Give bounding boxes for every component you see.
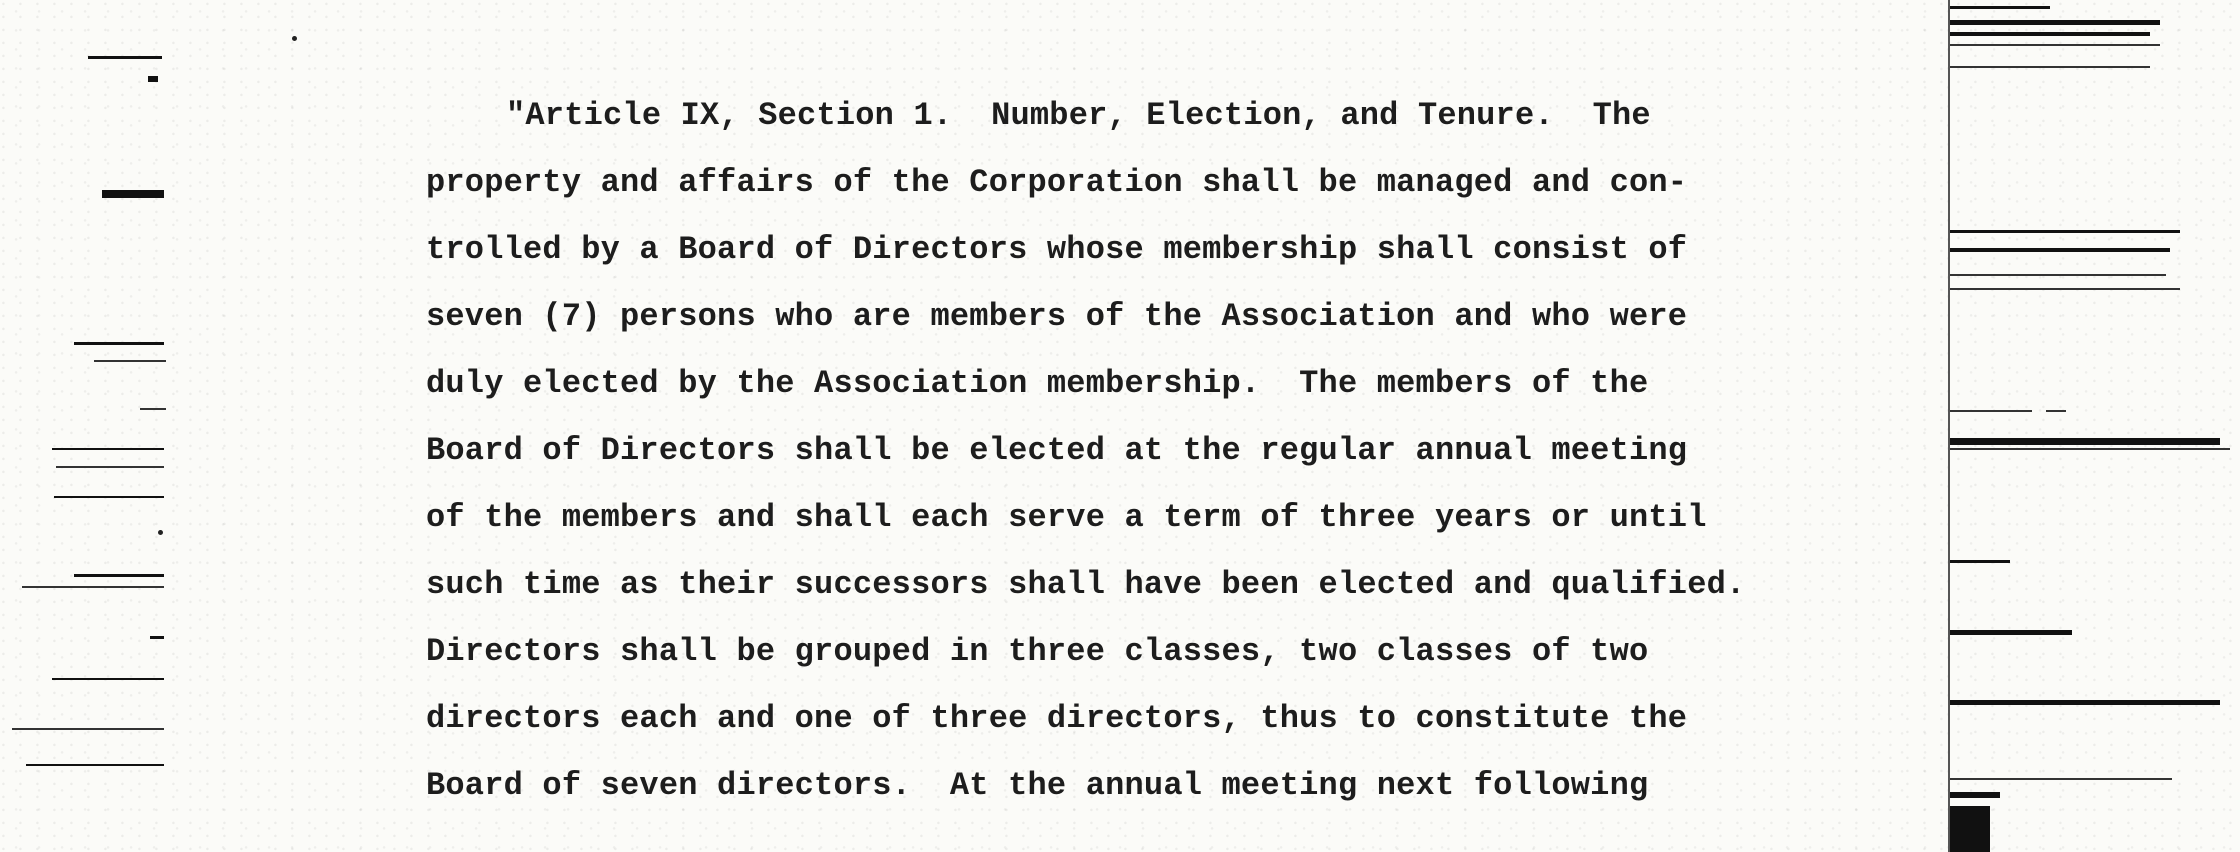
scan-mark [1950, 806, 1990, 852]
scan-mark [1950, 6, 2050, 9]
scan-mark [22, 586, 164, 588]
scan-mark [1950, 44, 2160, 46]
scan-mark [88, 56, 162, 59]
scan-mark [12, 728, 164, 730]
scan-mark [52, 678, 164, 680]
scan-mark [1950, 700, 2220, 705]
scan-mark [1950, 438, 2220, 445]
scan-mark [140, 408, 166, 410]
scan-mark [1950, 248, 2170, 252]
left-margin-scan-artifacts [0, 0, 180, 852]
right-margin-scan-artifacts [1940, 0, 2240, 852]
text-line: Board of Directors shall be elected at the regular annual meeting [426, 432, 1688, 469]
text-line: duly elected by the Association membership. The members of the [426, 365, 1649, 402]
scan-mark [94, 360, 166, 362]
scan-mark [150, 636, 164, 639]
scan-mark [1950, 778, 2172, 780]
scan-mark [1950, 792, 2000, 798]
scan-mark [54, 496, 164, 498]
scan-mark [74, 574, 164, 577]
scan-mark [148, 76, 158, 82]
text-line: directors each and one of three directors, thus to constitute the [426, 700, 1688, 737]
scan-mark [2046, 410, 2066, 412]
scan-mark [1950, 448, 2230, 450]
scan-mark [1950, 274, 2166, 276]
scan-mark [1950, 230, 2180, 233]
text-line: property and affairs of the Corporation shall be managed and con- [426, 164, 1688, 201]
scan-mark [1950, 32, 2150, 36]
scan-mark [1950, 560, 2010, 563]
scan-mark [74, 342, 164, 345]
text-line: Directors shall be grouped in three classes, two classes of two [426, 633, 1649, 670]
scan-mark [1948, 0, 1950, 852]
text-line: "Article IX, Section 1. Number, Election, and Tenure. The [506, 97, 1651, 134]
scan-mark [56, 466, 164, 468]
text-line: seven (7) persons who are members of the Association and who were [426, 298, 1688, 335]
scan-dot [292, 36, 297, 41]
scan-mark [1950, 66, 2150, 68]
scan-dot [158, 530, 163, 535]
text-line: Board of seven directors. At the annual meeting next following [426, 767, 1649, 804]
scan-mark [1950, 410, 2032, 412]
text-line: such time as their successors shall have been elected and qualified. [426, 566, 1746, 603]
scan-mark [102, 190, 164, 198]
text-line: of the members and shall each serve a term of three years or until [426, 499, 1707, 536]
text-line: trolled by a Board of Directors whose membership shall consist of [426, 231, 1688, 268]
scan-mark [1950, 20, 2160, 25]
scan-mark [52, 448, 164, 450]
scan-mark [1950, 630, 2072, 635]
scan-mark [1950, 288, 2180, 290]
scan-mark [26, 764, 164, 766]
